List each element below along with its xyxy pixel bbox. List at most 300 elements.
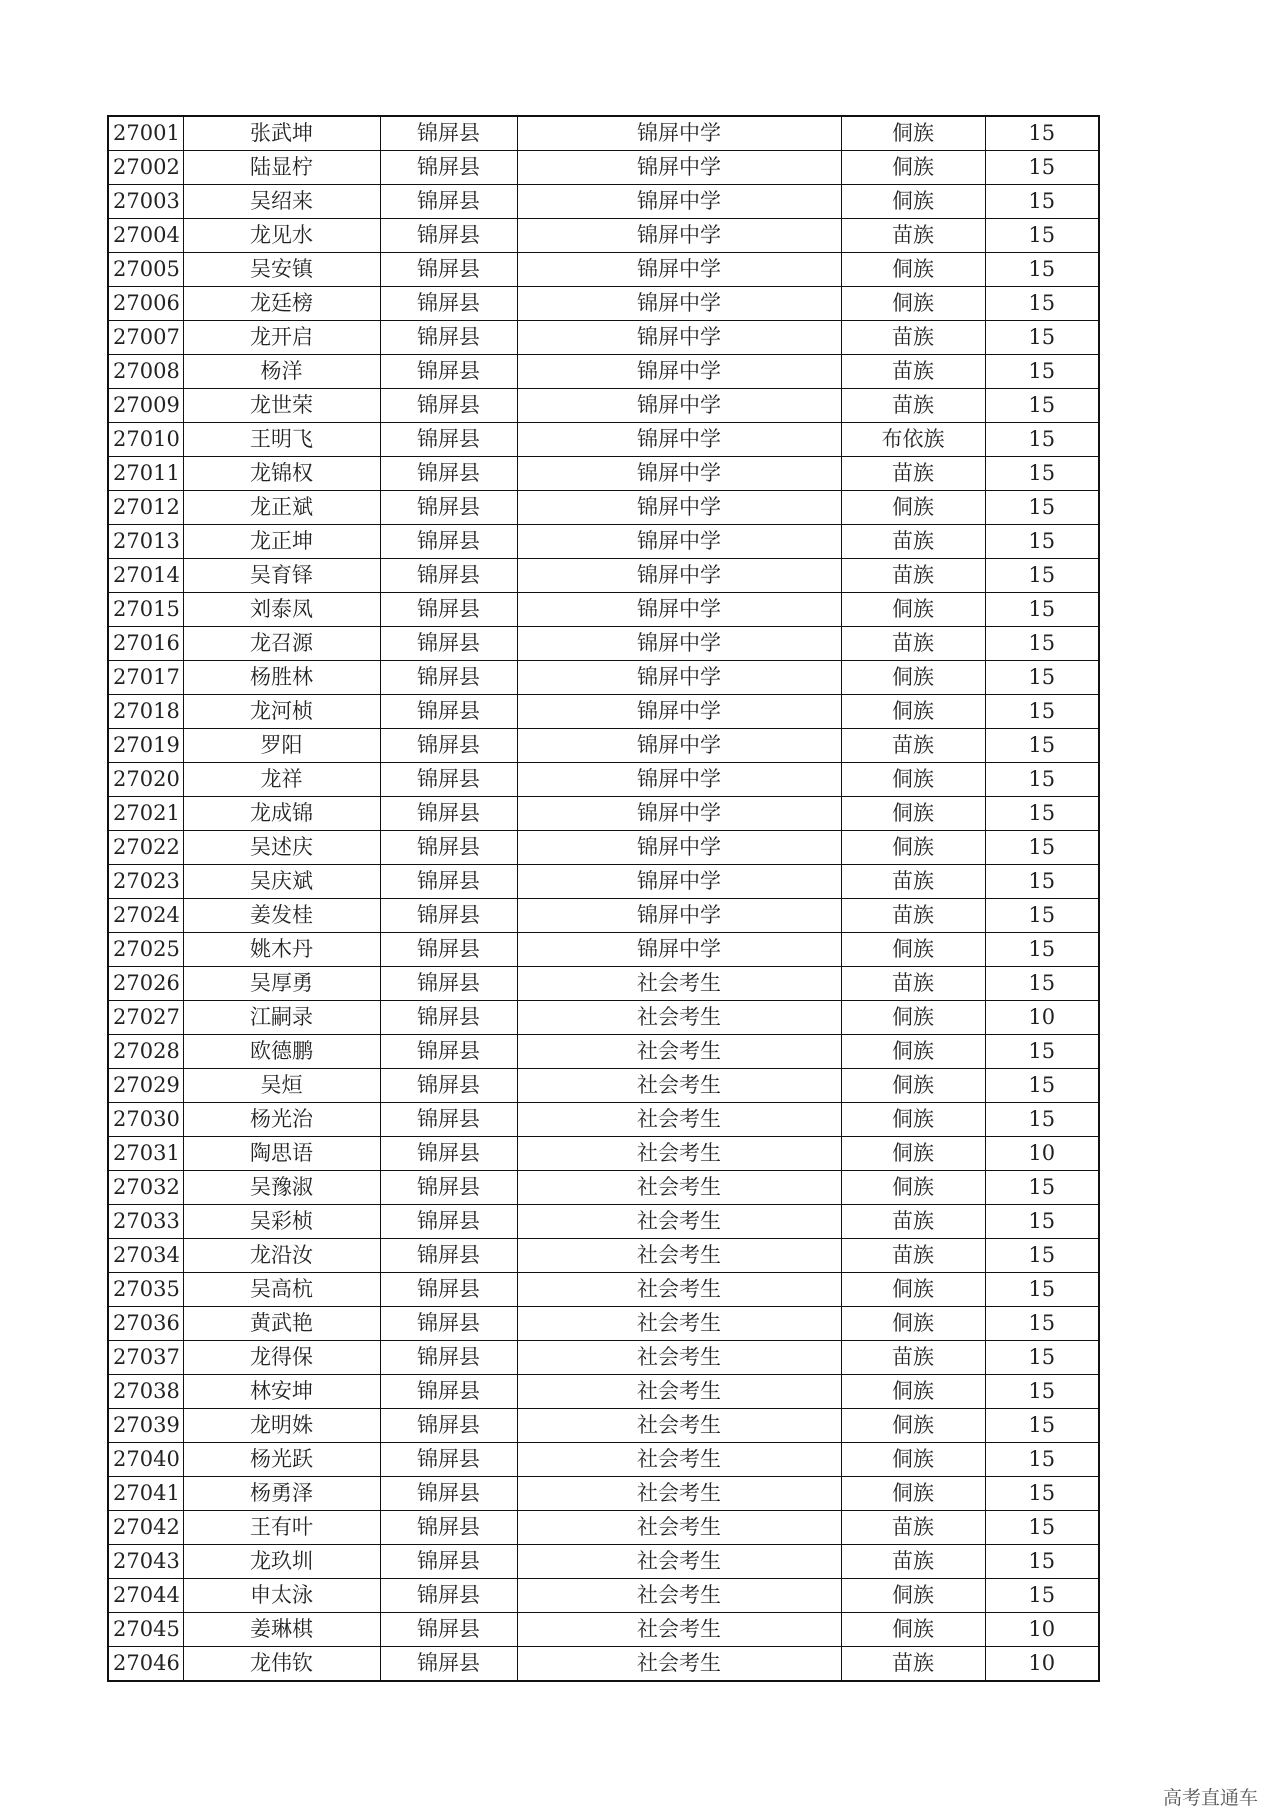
cell-points: 15 — [985, 253, 1099, 287]
cell-school: 锦屏中学 — [517, 355, 841, 389]
cell-county: 锦屏县 — [380, 1239, 517, 1273]
table-row — [108, 1477, 1099, 1511]
cell-ethnicity: 侗族 — [841, 1001, 985, 1035]
cell-county: 锦屏县 — [380, 1341, 517, 1375]
cell-county: 锦屏县 — [380, 321, 517, 355]
cell-ethnicity: 侗族 — [841, 1171, 985, 1205]
table-row — [108, 933, 1099, 967]
cell-ethnicity: 侗族 — [841, 1137, 985, 1171]
cell-name: 姜发桂 — [183, 899, 380, 933]
cell-school: 锦屏中学 — [517, 151, 841, 185]
table-row — [108, 1171, 1099, 1205]
cell-name: 吴安镇 — [183, 253, 380, 287]
cell-id: 27040 — [108, 1443, 183, 1477]
cell-points: 15 — [985, 1307, 1099, 1341]
cell-name: 吴豫淑 — [183, 1171, 380, 1205]
cell-id: 27023 — [108, 865, 183, 899]
cell-county: 锦屏县 — [380, 831, 517, 865]
cell-name: 龙正斌 — [183, 491, 380, 525]
cell-points: 15 — [985, 287, 1099, 321]
cell-name: 罗阳 — [183, 729, 380, 763]
cell-id: 27022 — [108, 831, 183, 865]
cell-school: 社会考生 — [517, 1069, 841, 1103]
cell-county: 锦屏县 — [380, 491, 517, 525]
cell-id: 27015 — [108, 593, 183, 627]
cell-school: 锦屏中学 — [517, 729, 841, 763]
cell-points: 15 — [985, 423, 1099, 457]
cell-county: 锦屏县 — [380, 1511, 517, 1545]
cell-points: 15 — [985, 1239, 1099, 1273]
cell-ethnicity: 侗族 — [841, 1069, 985, 1103]
cell-county: 锦屏县 — [380, 1273, 517, 1307]
cell-name: 龙伟钦 — [183, 1647, 380, 1682]
cell-ethnicity: 苗族 — [841, 865, 985, 899]
cell-name: 林安坤 — [183, 1375, 380, 1409]
cell-school: 锦屏中学 — [517, 831, 841, 865]
cell-county: 锦屏县 — [380, 287, 517, 321]
cell-school: 社会考生 — [517, 1239, 841, 1273]
table-row — [108, 593, 1099, 627]
cell-county: 锦屏县 — [380, 1545, 517, 1579]
cell-ethnicity: 苗族 — [841, 1545, 985, 1579]
cell-points: 15 — [985, 967, 1099, 1001]
cell-school: 社会考生 — [517, 1443, 841, 1477]
cell-points: 15 — [985, 185, 1099, 219]
cell-points: 15 — [985, 1545, 1099, 1579]
cell-school: 社会考生 — [517, 1511, 841, 1545]
cell-name: 杨洋 — [183, 355, 380, 389]
cell-ethnicity: 苗族 — [841, 1341, 985, 1375]
cell-county: 锦屏县 — [380, 355, 517, 389]
table-row — [108, 1001, 1099, 1035]
cell-county: 锦屏县 — [380, 1579, 517, 1613]
cell-points: 15 — [985, 1171, 1099, 1205]
cell-county: 锦屏县 — [380, 967, 517, 1001]
cell-name: 陶思语 — [183, 1137, 380, 1171]
cell-name: 吴彩桢 — [183, 1205, 380, 1239]
cell-school: 社会考生 — [517, 1137, 841, 1171]
cell-name: 刘泰凤 — [183, 593, 380, 627]
cell-ethnicity: 苗族 — [841, 1647, 985, 1682]
cell-county: 锦屏县 — [380, 389, 517, 423]
cell-points: 15 — [985, 933, 1099, 967]
cell-ethnicity: 侗族 — [841, 1375, 985, 1409]
table-row — [108, 253, 1099, 287]
cell-id: 27039 — [108, 1409, 183, 1443]
cell-id: 27008 — [108, 355, 183, 389]
cell-name: 龙成锦 — [183, 797, 380, 831]
cell-school: 社会考生 — [517, 1307, 841, 1341]
cell-ethnicity: 苗族 — [841, 321, 985, 355]
cell-school: 社会考生 — [517, 1613, 841, 1647]
table-row — [108, 661, 1099, 695]
cell-county: 锦屏县 — [380, 1001, 517, 1035]
cell-county: 锦屏县 — [380, 1307, 517, 1341]
cell-id: 27013 — [108, 525, 183, 559]
cell-ethnicity: 侗族 — [841, 1035, 985, 1069]
cell-school: 社会考生 — [517, 1001, 841, 1035]
cell-id: 27012 — [108, 491, 183, 525]
cell-points: 15 — [985, 219, 1099, 253]
cell-ethnicity: 侗族 — [841, 831, 985, 865]
cell-points: 15 — [985, 1511, 1099, 1545]
cell-id: 27007 — [108, 321, 183, 355]
cell-id: 27002 — [108, 151, 183, 185]
cell-name: 陆显柠 — [183, 151, 380, 185]
cell-county: 锦屏县 — [380, 151, 517, 185]
cell-name: 江嗣录 — [183, 1001, 380, 1035]
cell-county: 锦屏县 — [380, 933, 517, 967]
table-row — [108, 525, 1099, 559]
cell-county: 锦屏县 — [380, 899, 517, 933]
cell-ethnicity: 侗族 — [841, 116, 985, 151]
cell-points: 15 — [985, 729, 1099, 763]
cell-ethnicity: 侗族 — [841, 287, 985, 321]
cell-ethnicity: 侗族 — [841, 1579, 985, 1613]
cell-school: 锦屏中学 — [517, 253, 841, 287]
cell-name: 欧德鹏 — [183, 1035, 380, 1069]
cell-points: 15 — [985, 1205, 1099, 1239]
cell-school: 锦屏中学 — [517, 116, 841, 151]
cell-county: 锦屏县 — [380, 559, 517, 593]
table-row — [108, 1273, 1099, 1307]
cell-id: 27003 — [108, 185, 183, 219]
cell-county: 锦屏县 — [380, 1103, 517, 1137]
cell-name: 杨胜林 — [183, 661, 380, 695]
cell-points: 15 — [985, 627, 1099, 661]
cell-name: 杨光跃 — [183, 1443, 380, 1477]
cell-id: 27032 — [108, 1171, 183, 1205]
cell-id: 27001 — [108, 116, 183, 151]
cell-ethnicity: 苗族 — [841, 355, 985, 389]
cell-county: 锦屏县 — [380, 593, 517, 627]
cell-school: 锦屏中学 — [517, 491, 841, 525]
cell-points: 15 — [985, 763, 1099, 797]
cell-name: 申太泳 — [183, 1579, 380, 1613]
cell-school: 社会考生 — [517, 1647, 841, 1682]
table-row — [108, 729, 1099, 763]
table-row — [108, 1341, 1099, 1375]
cell-ethnicity: 苗族 — [841, 559, 985, 593]
cell-school: 社会考生 — [517, 967, 841, 1001]
cell-id: 27037 — [108, 1341, 183, 1375]
cell-name: 杨勇泽 — [183, 1477, 380, 1511]
cell-school: 社会考生 — [517, 1205, 841, 1239]
cell-ethnicity: 侗族 — [841, 763, 985, 797]
cell-id: 27011 — [108, 457, 183, 491]
cell-name: 龙得保 — [183, 1341, 380, 1375]
cell-school: 社会考生 — [517, 1545, 841, 1579]
cell-county: 锦屏县 — [380, 1171, 517, 1205]
cell-ethnicity: 侗族 — [841, 1273, 985, 1307]
cell-school: 锦屏中学 — [517, 695, 841, 729]
cell-county: 锦屏县 — [380, 1069, 517, 1103]
cell-school: 锦屏中学 — [517, 287, 841, 321]
cell-points: 15 — [985, 1341, 1099, 1375]
table-row — [108, 797, 1099, 831]
cell-ethnicity: 苗族 — [841, 1511, 985, 1545]
table-row — [108, 423, 1099, 457]
table-row — [108, 1443, 1099, 1477]
table-row — [108, 1137, 1099, 1171]
table-row — [108, 321, 1099, 355]
cell-school: 社会考生 — [517, 1375, 841, 1409]
cell-school: 锦屏中学 — [517, 593, 841, 627]
cell-id: 27016 — [108, 627, 183, 661]
table-row — [108, 1205, 1099, 1239]
cell-points: 15 — [985, 457, 1099, 491]
cell-ethnicity: 侗族 — [841, 253, 985, 287]
cell-school: 锦屏中学 — [517, 185, 841, 219]
cell-id: 27033 — [108, 1205, 183, 1239]
table-row — [108, 1647, 1099, 1682]
cell-id: 27004 — [108, 219, 183, 253]
cell-county: 锦屏县 — [380, 1205, 517, 1239]
cell-id: 27018 — [108, 695, 183, 729]
cell-county: 锦屏县 — [380, 763, 517, 797]
cell-school: 锦屏中学 — [517, 457, 841, 491]
cell-points: 15 — [985, 1103, 1099, 1137]
cell-points: 15 — [985, 695, 1099, 729]
cell-ethnicity: 侗族 — [841, 1307, 985, 1341]
cell-school: 锦屏中学 — [517, 389, 841, 423]
cell-points: 15 — [985, 1035, 1099, 1069]
cell-ethnicity: 侗族 — [841, 695, 985, 729]
cell-points: 10 — [985, 1137, 1099, 1171]
cell-id: 27038 — [108, 1375, 183, 1409]
cell-points: 15 — [985, 899, 1099, 933]
table-row — [108, 559, 1099, 593]
cell-id: 27024 — [108, 899, 183, 933]
cell-points: 15 — [985, 593, 1099, 627]
cell-name: 吴绍来 — [183, 185, 380, 219]
table-row — [108, 457, 1099, 491]
cell-school: 锦屏中学 — [517, 627, 841, 661]
cell-name: 龙锦权 — [183, 457, 380, 491]
cell-name: 龙河桢 — [183, 695, 380, 729]
cell-points: 10 — [985, 1001, 1099, 1035]
cell-points: 10 — [985, 1613, 1099, 1647]
cell-county: 锦屏县 — [380, 695, 517, 729]
cell-points: 15 — [985, 355, 1099, 389]
table-body — [108, 116, 1099, 1681]
table-row — [108, 695, 1099, 729]
cell-points: 15 — [985, 831, 1099, 865]
cell-county: 锦屏县 — [380, 1647, 517, 1682]
cell-county: 锦屏县 — [380, 253, 517, 287]
cell-id: 27030 — [108, 1103, 183, 1137]
cell-points: 15 — [985, 661, 1099, 695]
cell-name: 龙明姝 — [183, 1409, 380, 1443]
cell-name: 姚木丹 — [183, 933, 380, 967]
cell-name: 王明飞 — [183, 423, 380, 457]
cell-school: 社会考生 — [517, 1103, 841, 1137]
cell-id: 27019 — [108, 729, 183, 763]
cell-name: 吴庆斌 — [183, 865, 380, 899]
cell-points: 15 — [985, 491, 1099, 525]
cell-ethnicity: 苗族 — [841, 1205, 985, 1239]
cell-county: 锦屏县 — [380, 865, 517, 899]
cell-ethnicity: 苗族 — [841, 457, 985, 491]
cell-county: 锦屏县 — [380, 1035, 517, 1069]
cell-id: 27017 — [108, 661, 183, 695]
cell-school: 社会考生 — [517, 1579, 841, 1613]
cell-ethnicity: 侗族 — [841, 797, 985, 831]
cell-school: 锦屏中学 — [517, 933, 841, 967]
cell-name: 王有叶 — [183, 1511, 380, 1545]
cell-points: 15 — [985, 389, 1099, 423]
cell-school: 社会考生 — [517, 1477, 841, 1511]
cell-id: 27010 — [108, 423, 183, 457]
cell-name: 张武坤 — [183, 116, 380, 151]
table-row — [108, 865, 1099, 899]
cell-name: 龙见水 — [183, 219, 380, 253]
table-row — [108, 1035, 1099, 1069]
cell-name: 吴高杭 — [183, 1273, 380, 1307]
cell-ethnicity: 苗族 — [841, 729, 985, 763]
cell-id: 27014 — [108, 559, 183, 593]
cell-points: 15 — [985, 1443, 1099, 1477]
cell-id: 27031 — [108, 1137, 183, 1171]
table-row — [108, 1307, 1099, 1341]
cell-id: 27028 — [108, 1035, 183, 1069]
cell-school: 锦屏中学 — [517, 559, 841, 593]
cell-school: 社会考生 — [517, 1409, 841, 1443]
cell-id: 27035 — [108, 1273, 183, 1307]
cell-name: 吴厚勇 — [183, 967, 380, 1001]
cell-id: 27042 — [108, 1511, 183, 1545]
cell-name: 杨光治 — [183, 1103, 380, 1137]
cell-points: 15 — [985, 1273, 1099, 1307]
cell-name: 龙沿汝 — [183, 1239, 380, 1273]
cell-county: 锦屏县 — [380, 219, 517, 253]
table-row — [108, 763, 1099, 797]
cell-points: 15 — [985, 865, 1099, 899]
cell-school: 社会考生 — [517, 1035, 841, 1069]
cell-county: 锦屏县 — [380, 525, 517, 559]
table-row — [108, 1103, 1099, 1137]
cell-id: 27034 — [108, 1239, 183, 1273]
cell-ethnicity: 侗族 — [841, 151, 985, 185]
cell-school: 锦屏中学 — [517, 661, 841, 695]
cell-name: 龙召源 — [183, 627, 380, 661]
cell-points: 15 — [985, 1409, 1099, 1443]
cell-name: 吴述庆 — [183, 831, 380, 865]
bonus-points-table — [107, 115, 1100, 1682]
cell-points: 15 — [985, 1477, 1099, 1511]
table-row — [108, 627, 1099, 661]
table-row — [108, 287, 1099, 321]
cell-school: 锦屏中学 — [517, 219, 841, 253]
cell-id: 27020 — [108, 763, 183, 797]
cell-ethnicity: 苗族 — [841, 389, 985, 423]
cell-id: 27009 — [108, 389, 183, 423]
cell-school: 锦屏中学 — [517, 763, 841, 797]
cell-ethnicity: 侗族 — [841, 933, 985, 967]
cell-school: 锦屏中学 — [517, 797, 841, 831]
cell-points: 15 — [985, 1375, 1099, 1409]
cell-ethnicity: 侗族 — [841, 1103, 985, 1137]
cell-id: 27036 — [108, 1307, 183, 1341]
table-row — [108, 1375, 1099, 1409]
cell-points: 15 — [985, 321, 1099, 355]
cell-school: 锦屏中学 — [517, 865, 841, 899]
cell-id: 27044 — [108, 1579, 183, 1613]
cell-ethnicity: 侗族 — [841, 185, 985, 219]
cell-county: 锦屏县 — [380, 1409, 517, 1443]
cell-points: 15 — [985, 559, 1099, 593]
cell-county: 锦屏县 — [380, 457, 517, 491]
table-row — [108, 116, 1099, 151]
table-row — [108, 1545, 1099, 1579]
table-row — [108, 185, 1099, 219]
cell-id: 27041 — [108, 1477, 183, 1511]
cell-county: 锦屏县 — [380, 1375, 517, 1409]
table-row — [108, 967, 1099, 1001]
cell-name: 姜琳棋 — [183, 1613, 380, 1647]
cell-county: 锦屏县 — [380, 729, 517, 763]
table-row — [108, 355, 1099, 389]
cell-ethnicity: 苗族 — [841, 219, 985, 253]
cell-ethnicity: 苗族 — [841, 525, 985, 559]
cell-ethnicity: 侗族 — [841, 1477, 985, 1511]
cell-ethnicity: 苗族 — [841, 627, 985, 661]
cell-ethnicity: 侗族 — [841, 593, 985, 627]
table-row — [108, 151, 1099, 185]
cell-county: 锦屏县 — [380, 185, 517, 219]
cell-county: 锦屏县 — [380, 627, 517, 661]
cell-ethnicity: 苗族 — [841, 1239, 985, 1273]
cell-id: 27043 — [108, 1545, 183, 1579]
cell-county: 锦屏县 — [380, 1477, 517, 1511]
cell-county: 锦屏县 — [380, 1613, 517, 1647]
table-row — [108, 1613, 1099, 1647]
cell-name: 龙世荣 — [183, 389, 380, 423]
cell-id: 27045 — [108, 1613, 183, 1647]
table-row — [108, 1409, 1099, 1443]
cell-points: 15 — [985, 151, 1099, 185]
cell-school: 锦屏中学 — [517, 899, 841, 933]
cell-school: 锦屏中学 — [517, 525, 841, 559]
cell-ethnicity: 布依族 — [841, 423, 985, 457]
table-row — [108, 389, 1099, 423]
table-row — [108, 1511, 1099, 1545]
cell-school: 社会考生 — [517, 1273, 841, 1307]
cell-id: 27021 — [108, 797, 183, 831]
cell-school: 社会考生 — [517, 1171, 841, 1205]
cell-id: 27006 — [108, 287, 183, 321]
cell-county: 锦屏县 — [380, 116, 517, 151]
cell-points: 10 — [985, 1647, 1099, 1682]
table-row — [108, 219, 1099, 253]
cell-county: 锦屏县 — [380, 1137, 517, 1171]
cell-id: 27005 — [108, 253, 183, 287]
cell-ethnicity: 苗族 — [841, 967, 985, 1001]
cell-county: 锦屏县 — [380, 423, 517, 457]
cell-ethnicity: 侗族 — [841, 491, 985, 525]
cell-name: 龙正坤 — [183, 525, 380, 559]
cell-name: 龙玖圳 — [183, 1545, 380, 1579]
cell-points: 15 — [985, 797, 1099, 831]
cell-ethnicity: 苗族 — [841, 899, 985, 933]
table-row — [108, 491, 1099, 525]
cell-county: 锦屏县 — [380, 1443, 517, 1477]
table-row — [108, 1579, 1099, 1613]
cell-ethnicity: 侗族 — [841, 1443, 985, 1477]
cell-points: 15 — [985, 525, 1099, 559]
cell-ethnicity: 侗族 — [841, 1409, 985, 1443]
cell-school: 锦屏中学 — [517, 423, 841, 457]
